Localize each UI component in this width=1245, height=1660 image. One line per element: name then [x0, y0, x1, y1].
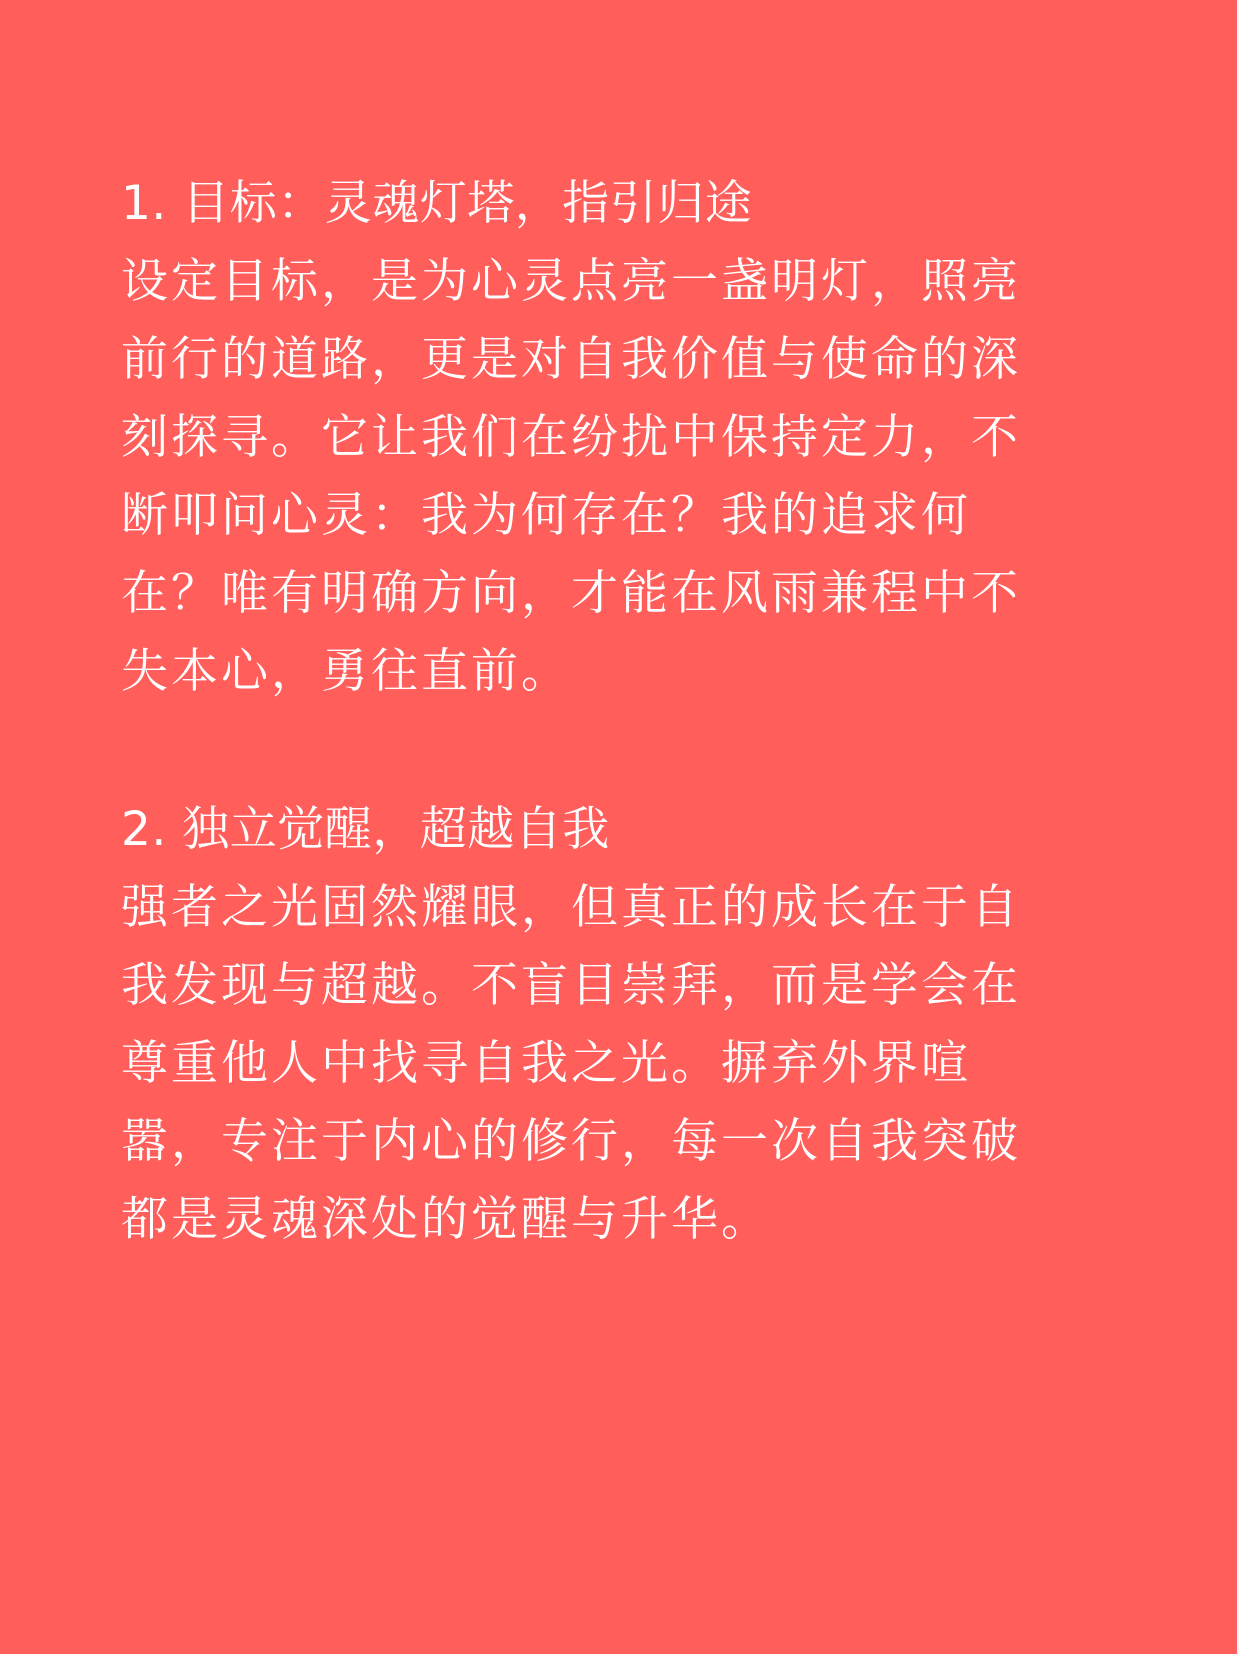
- section-heading: 2. 独立觉醒，超越自我: [121, 802, 610, 857]
- paragraph-line: 前行的道路，更是对自我价值与使命的深: [121, 332, 1021, 387]
- paragraph-line: 刻探寻。它让我们在纷扰中保持定力，不: [121, 410, 1021, 465]
- paragraph-line: 在？唯有明确方向，才能在风雨兼程中不: [121, 566, 1021, 621]
- paragraph-line: 我发现与超越。不盲目崇拜，而是学会在: [121, 958, 1021, 1013]
- section-awakening: [121, 791, 1121, 1259]
- paragraph-line: 嚣，专注于内心的修行，每一次自我突破: [121, 1114, 1021, 1169]
- paragraph-line: 尊重他人中找寻自我之光。摒弃外界喧: [121, 1036, 971, 1091]
- paragraph-line: 设定目标，是为心灵点亮一盏明灯，照亮: [121, 254, 1021, 309]
- post-content: [121, 165, 1121, 1259]
- paragraph-line: 都是灵魂深处的觉醒与升华。: [121, 1192, 771, 1247]
- paragraph-line: 断叩问心灵：我为何存在？我的追求何: [121, 488, 971, 543]
- paragraph-line: 强者之光固然耀眼，但真正的成长在于自: [121, 880, 1021, 935]
- section-heading: 1. 目标：灵魂灯塔，指引归途: [121, 176, 753, 231]
- section-goal: [121, 165, 1121, 711]
- paragraph-line: 失本心，勇往直前。: [121, 644, 571, 699]
